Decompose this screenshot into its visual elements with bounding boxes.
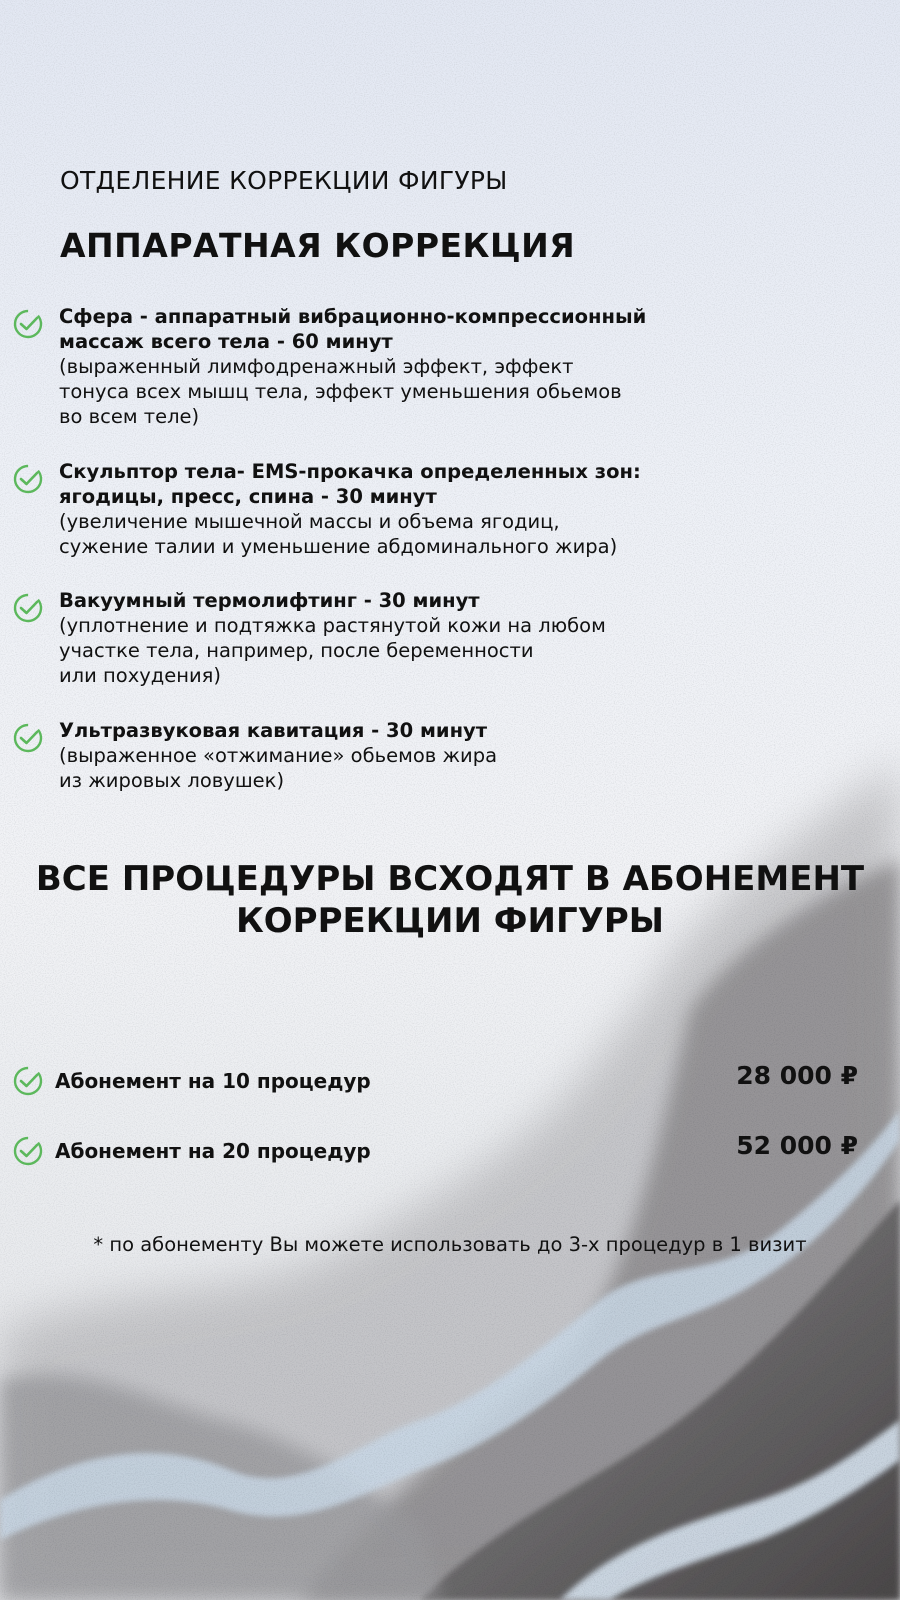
service-description: (выраженный лимфодренажный эффект, эффект тонуса всех мышц тела, эффект уменьшения обьемов во всем теле): [59, 355, 622, 428]
check-circle-icon: [12, 1135, 44, 1167]
subscription-headline: ВСЕ ПРОЦЕДУРЫ ВСХОДЯТ В АБОНЕМЕНТ КОРРЕКЦИИ ФИГУРЫ: [35, 859, 865, 941]
subscription-row: [0, 1061, 900, 1101]
check-circle-icon: [12, 722, 44, 754]
service-description: (уплотнение и подтяжка растянутой кожи на любом участке тела, например, после беременности или похудения): [59, 614, 606, 687]
footnote: * по абонементу Вы можете использовать до 3-х процедур в 1 визит: [93, 1233, 807, 1256]
service-description: (выраженное «отжимание» обьемов жира из жировых ловушек): [59, 744, 498, 792]
check-circle-icon: [12, 463, 44, 495]
subscription-label: Абонемент на 20 процедур: [55, 1139, 371, 1163]
service-name: Скульптор тела- EMS-прокачка определенных зон: ягодицы, пресс, спина - 30 минут: [59, 460, 641, 508]
check-circle-icon: [12, 308, 44, 340]
service-name: Вакуумный термолифтинг - 30 минут: [59, 589, 480, 612]
subscription-label: Абонемент на 10 процедур: [55, 1069, 371, 1093]
check-circle-icon: [12, 1065, 44, 1097]
section-title: АППАРАТНАЯ КОРРЕКЦИЯ: [60, 226, 576, 265]
service-name: Сфера - аппаратный вибрационно-компрессионный массаж всего тела - 60 минут: [59, 305, 647, 353]
check-circle-icon: [12, 592, 44, 624]
subscription-row: [0, 1131, 900, 1171]
department-title: ОТДЕЛЕНИЕ КОРРЕКЦИИ ФИГУРЫ: [60, 166, 508, 195]
subscription-price: 28 000 ₽: [736, 1061, 858, 1090]
service-name: Ультразвуковая кавитация - 30 минут: [59, 719, 488, 742]
service-description: (увеличение мышечной массы и объема ягодиц, сужение талии и уменьшение абдоминального жира): [59, 510, 618, 558]
subscription-price: 52 000 ₽: [736, 1131, 858, 1160]
